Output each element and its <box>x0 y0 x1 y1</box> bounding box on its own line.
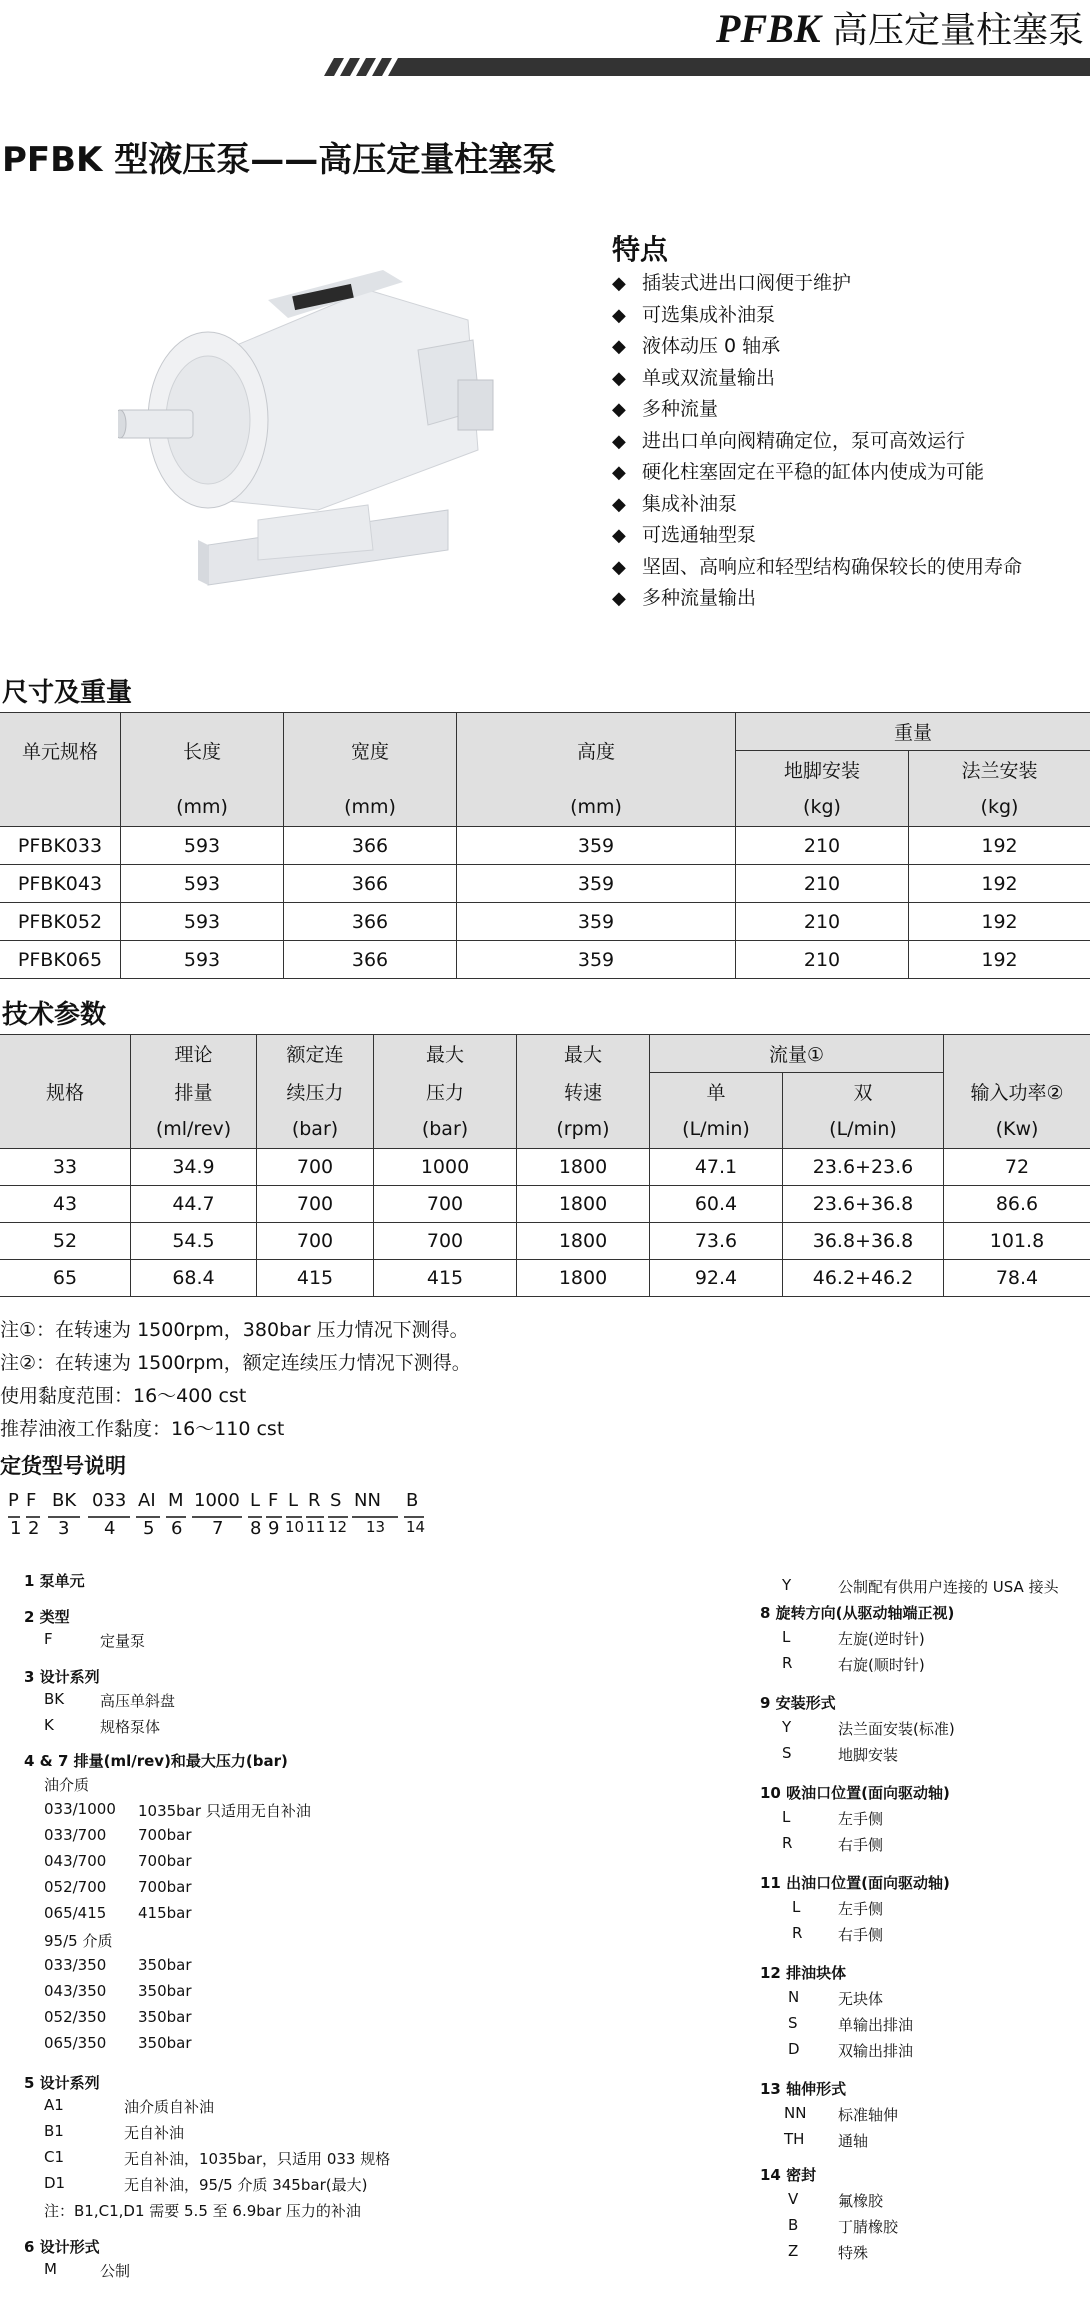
col-header-maxs: 转速 <box>517 1073 650 1111</box>
col-header-height: 高度 <box>457 713 736 789</box>
section-8: 8 旋转方向(从驱动轴端正视) <box>760 1604 955 1622</box>
cell: 36.8+36.8 <box>783 1223 944 1260</box>
section-10: 10 吸油口位置(面向驱动轴) <box>760 1784 950 1802</box>
code-num: 1 <box>10 1518 22 1539</box>
diamond-bullet-icon: ◆ <box>612 336 626 357</box>
section-3: 3 设计系列 <box>24 1668 100 1686</box>
feature-item: ◆ 可选通轴型泵 <box>612 524 757 546</box>
table-row <box>0 941 1090 979</box>
option-desc: 无自补油，95/5 介质 345bar(最大) <box>124 2176 368 2194</box>
option-desc: 单输出排油 <box>838 2016 914 2034</box>
col-header-width: 宽度 <box>284 713 457 789</box>
option-code: 033/350 <box>44 1956 107 1974</box>
pump-product-image <box>118 260 498 600</box>
option-code: R <box>782 1834 793 1852</box>
dimensions-table <box>0 712 1090 979</box>
section-11: 11 出油口位置(面向驱动轴) <box>760 1874 950 1892</box>
option-code: F <box>44 1630 53 1648</box>
col-header-power: 输入功率② <box>944 1073 1090 1111</box>
section-13: 13 轴伸形式 <box>760 2080 847 2098</box>
code-seg: 033 <box>92 1490 127 1511</box>
option-code: L <box>782 1628 791 1646</box>
code-seg: P <box>8 1490 19 1511</box>
option-desc: 法兰面安装(标准) <box>838 1720 955 1738</box>
option-desc: 右手侧 <box>838 1836 884 1854</box>
note-4: 推荐油液工作黏度：16～110 cst <box>0 1418 285 1440</box>
table-row <box>0 1260 1090 1297</box>
unit-empty-cell <box>0 789 121 827</box>
cell: 33 <box>0 1149 131 1186</box>
code-num: 13 <box>366 1518 386 1536</box>
code-seg: AI <box>138 1490 156 1511</box>
option-code: S <box>782 1744 792 1762</box>
option-desc: 无块体 <box>838 1990 884 2008</box>
cell: 68.4 <box>131 1260 257 1297</box>
options-left-column <box>24 1570 494 2290</box>
options-right-column-2 <box>760 2164 1090 2284</box>
col-header-disp: 理论 <box>131 1035 257 1073</box>
option-code: TH <box>784 2130 805 2148</box>
col-header-unit: 单元规格 <box>0 713 121 789</box>
code-num: 7 <box>212 1518 224 1539</box>
option-desc: 高压单斜盘 <box>100 1692 176 1710</box>
option-desc: 无自补油，1035bar，只适用 033 规格 <box>124 2150 391 2168</box>
option-code: N <box>788 1988 800 2006</box>
code-num: 4 <box>104 1518 116 1539</box>
unit-mm: (mm) <box>457 789 736 827</box>
code-num: 11 <box>306 1518 326 1536</box>
cell: 359 <box>457 865 736 903</box>
option-desc: 右旋(顺时针) <box>838 1656 925 1674</box>
cell: 92.4 <box>650 1260 783 1297</box>
cell: 210 <box>736 903 909 941</box>
cell: 1800 <box>517 1186 650 1223</box>
cell: 23.6+36.8 <box>783 1186 944 1223</box>
section-note: 注：B1,C1,D1 需要 5.5 至 6.9bar 压力的补油 <box>44 2202 361 2220</box>
option-code: NN <box>784 2104 807 2122</box>
diamond-bullet-icon: ◆ <box>612 304 626 326</box>
option-code: L <box>782 1808 791 1826</box>
cell: 415 <box>257 1260 374 1297</box>
col-header-flow: 流量① <box>650 1035 944 1073</box>
section-14: 14 密封 <box>760 2166 817 2184</box>
col-header-maxp: 压力 <box>374 1073 517 1111</box>
code-seg: L <box>250 1490 261 1511</box>
option-code: B <box>788 2216 799 2234</box>
option-desc: 油介质自补油 <box>124 2098 215 2116</box>
col-header-disp-unit: (ml/rev) <box>131 1111 257 1149</box>
cell: 44.7 <box>131 1186 257 1223</box>
option-code: L <box>792 1898 801 1916</box>
code-num: 10 <box>285 1518 305 1536</box>
diamond-bullet-icon: ◆ <box>612 525 626 546</box>
feature-item: ◆ 液体动压 0 轴承 <box>612 335 781 357</box>
col-header-spec: 规格 <box>0 1073 131 1111</box>
section-5: 5 设计系列 <box>24 2074 100 2092</box>
diamond-bullet-icon: ◆ <box>612 399 626 420</box>
cell: 192 <box>909 941 1090 979</box>
cell: 366 <box>284 827 457 865</box>
section-1: 1 泵单元 <box>24 1572 85 1590</box>
code-num: 3 <box>58 1518 70 1539</box>
cell: 101.8 <box>944 1223 1090 1260</box>
option-desc: 700bar <box>138 1878 192 1896</box>
col-header-foot: 地脚安装 <box>736 751 909 789</box>
cell: 210 <box>736 827 909 865</box>
cell: 47.1 <box>650 1149 783 1186</box>
option-desc: 415bar <box>138 1904 192 1922</box>
feature-item: ◆ 插装式进出口阀便于维护 <box>612 272 852 294</box>
option-desc: 丁腈橡胶 <box>838 2218 899 2236</box>
table-row <box>0 1149 1090 1186</box>
option-desc: 350bar <box>138 2034 192 2052</box>
cell: 78.4 <box>944 1260 1090 1297</box>
cell: 700 <box>257 1186 374 1223</box>
order-heading: 定货型号说明 <box>0 1454 126 1478</box>
option-desc: 右手侧 <box>838 1926 884 1944</box>
col-header-maxs: 最大 <box>517 1035 650 1073</box>
option-desc: 定量泵 <box>100 1632 146 1650</box>
code-num: 14 <box>406 1518 426 1536</box>
note-1: 注①：在转速为 1500rpm，380bar 压力情况下测得。 <box>0 1319 469 1341</box>
cell: 34.9 <box>131 1149 257 1186</box>
cell: PFBK033 <box>0 827 121 865</box>
col-header-length: 长度 <box>121 713 284 789</box>
table-row <box>0 1186 1090 1223</box>
option-code: 033/1000 <box>44 1800 116 1818</box>
code-num: 12 <box>328 1518 348 1536</box>
option-code: 065/415 <box>44 1904 107 1922</box>
option-code: R <box>792 1924 803 1942</box>
section-4-7: 4 & 7 排量(ml/rev)和最大压力(bar) <box>24 1752 288 1770</box>
option-code: D1 <box>44 2174 66 2192</box>
diamond-bullet-icon: ◆ <box>612 493 626 515</box>
cell: 593 <box>121 941 284 979</box>
cell: 65 <box>0 1260 131 1297</box>
option-desc: 规格泵体 <box>100 1718 161 1736</box>
option-code: 052/350 <box>44 2008 107 2026</box>
cell: 192 <box>909 865 1090 903</box>
table-row <box>0 1223 1090 1260</box>
feature-item: ◆ 进出口单向阀精确定位，泵可高效运行 <box>612 429 966 452</box>
unit-kg: (kg) <box>909 789 1090 827</box>
option-desc: 公制配有供用户连接的 USA 接头 <box>838 1578 1059 1596</box>
cell: 366 <box>284 903 457 941</box>
unit-mm: (mm) <box>121 789 284 827</box>
col-header-maxs-unit: (rpm) <box>517 1111 650 1149</box>
option-code: 043/350 <box>44 1982 107 2000</box>
cell: PFBK052 <box>0 903 121 941</box>
option-code: 033/700 <box>44 1826 107 1844</box>
header-model: PFBK <box>716 6 821 51</box>
subsection-label: 油介质 <box>44 1776 90 1794</box>
option-code: B1 <box>44 2122 64 2140</box>
cell: 700 <box>257 1149 374 1186</box>
code-seg: M <box>168 1490 184 1511</box>
option-desc: 350bar <box>138 2008 192 2026</box>
option-code: Y <box>782 1718 792 1736</box>
code-num: 9 <box>268 1518 280 1539</box>
spec-top-cell <box>0 1035 131 1073</box>
diamond-bullet-icon: ◆ <box>612 273 626 294</box>
code-seg: R <box>308 1490 321 1511</box>
cell: 593 <box>121 903 284 941</box>
col-header-single: 单 <box>650 1073 783 1111</box>
section-6: 6 设计形式 <box>24 2238 100 2256</box>
option-desc: 左手侧 <box>838 1810 884 1828</box>
cell: 192 <box>909 903 1090 941</box>
table-row <box>0 903 1090 941</box>
unit-mm: (mm) <box>284 789 457 827</box>
option-desc: 氟橡胶 <box>838 2192 884 2210</box>
feature-item: ◆ 单或双流量输出 <box>612 366 776 389</box>
cell: 1800 <box>517 1223 650 1260</box>
option-desc: 无自补油 <box>124 2124 185 2142</box>
col-header-disp: 排量 <box>131 1073 257 1111</box>
cell: 43 <box>0 1186 131 1223</box>
col-header-rated: 续压力 <box>257 1073 374 1111</box>
diamond-bullet-icon: ◆ <box>612 556 626 578</box>
subsection-label: 95/5 介质 <box>44 1932 113 1950</box>
cell: 366 <box>284 865 457 903</box>
spec-bottom-cell <box>0 1111 131 1149</box>
option-code: 052/700 <box>44 1878 107 1896</box>
cell: 1000 <box>374 1149 517 1186</box>
cell: 60.4 <box>650 1186 783 1223</box>
option-desc: 350bar <box>138 1956 192 1974</box>
option-desc: 特殊 <box>838 2244 869 2262</box>
cell: 23.6+23.6 <box>783 1149 944 1186</box>
code-seg: 1000 <box>194 1490 240 1511</box>
cell: 52 <box>0 1223 131 1260</box>
option-desc: 双输出排油 <box>838 2042 914 2060</box>
cell: 593 <box>121 827 284 865</box>
col-header-rated-unit: (bar) <box>257 1111 374 1149</box>
cell: 593 <box>121 865 284 903</box>
feature-item: ◆ 可选集成补油泵 <box>612 303 776 326</box>
cell: 192 <box>909 827 1090 865</box>
cell: 46.2+46.2 <box>783 1260 944 1297</box>
feature-item: ◆ 坚固、高响应和轻型结构确保较长的使用寿命 <box>612 555 1023 578</box>
unit-kg: (kg) <box>736 789 909 827</box>
option-code: A1 <box>44 2096 64 2114</box>
section-2: 2 类型 <box>24 1608 70 1626</box>
code-num: 8 <box>250 1518 262 1539</box>
col-header-power-unit: (Kw) <box>944 1111 1090 1149</box>
table-row <box>0 865 1090 903</box>
cell: PFBK043 <box>0 865 121 903</box>
cell: 700 <box>257 1223 374 1260</box>
code-seg: BK <box>52 1490 77 1511</box>
code-num: 2 <box>28 1518 40 1539</box>
col-header-double: 双 <box>783 1073 944 1111</box>
cell: 73.6 <box>650 1223 783 1260</box>
code-num: 6 <box>171 1518 183 1539</box>
cell: 210 <box>736 941 909 979</box>
option-code: C1 <box>44 2148 65 2166</box>
code-seg: F <box>26 1490 37 1511</box>
option-code: S <box>788 2014 798 2032</box>
feature-item: ◆ 多种流量 <box>612 398 719 420</box>
code-seg: S <box>330 1490 342 1511</box>
cell: 1800 <box>517 1149 650 1186</box>
option-code: R <box>782 1654 793 1672</box>
header-stripe-bar <box>0 56 1090 76</box>
page-title: PFBK 型液压泵——高压定量柱塞泵 <box>2 140 557 180</box>
cell: 359 <box>457 941 736 979</box>
code-num: 5 <box>143 1518 155 1539</box>
cell: 700 <box>374 1186 517 1223</box>
col-header-flange: 法兰安装 <box>909 751 1090 789</box>
code-seg: NN <box>354 1490 381 1511</box>
option-code: M <box>44 2260 57 2278</box>
option-code: 043/700 <box>44 1852 107 1870</box>
option-code: 065/350 <box>44 2034 107 2052</box>
cell: 700 <box>374 1223 517 1260</box>
section-12: 12 排油块体 <box>760 1964 847 1982</box>
option-desc: 350bar <box>138 1982 192 2000</box>
col-header-maxp: 最大 <box>374 1035 517 1073</box>
option-code: Y <box>782 1576 792 1594</box>
code-seg: B <box>406 1490 419 1511</box>
features-heading: 特点 <box>612 233 669 266</box>
option-desc: 通轴 <box>838 2132 869 2150</box>
cell: 54.5 <box>131 1223 257 1260</box>
option-code: K <box>44 1716 54 1734</box>
note-2: 注②：在转速为 1500rpm，额定连续压力情况下测得。 <box>0 1352 471 1374</box>
tech-heading: 技术参数 <box>2 1000 107 1030</box>
features-list <box>612 268 1022 615</box>
cell: 86.6 <box>944 1186 1090 1223</box>
cell: 210 <box>736 865 909 903</box>
diamond-bullet-icon: ◆ <box>612 588 626 609</box>
note-3: 使用黏度范围：16～400 cst <box>0 1385 247 1407</box>
cell: 1800 <box>517 1260 650 1297</box>
option-code: D <box>788 2040 800 2058</box>
options-right-column <box>760 1576 1090 2176</box>
col-header-weight: 重量 <box>736 713 1090 751</box>
option-desc: 700bar <box>138 1826 192 1844</box>
option-code: V <box>788 2190 799 2208</box>
feature-item: ◆ 集成补油泵 <box>612 492 738 515</box>
feature-item: ◆ 硬化柱塞固定在平稳的缸体内使成为可能 <box>612 461 985 483</box>
col-header-maxp-unit: (bar) <box>374 1111 517 1149</box>
option-desc: 地脚安装 <box>838 1746 899 1764</box>
section-9: 9 安装形式 <box>760 1694 836 1712</box>
cell: 359 <box>457 903 736 941</box>
option-desc: 公制 <box>100 2262 131 2280</box>
diamond-bullet-icon: ◆ <box>612 367 626 389</box>
diamond-bullet-icon: ◆ <box>612 430 626 452</box>
cell: 359 <box>457 827 736 865</box>
option-code: BK <box>44 1690 65 1708</box>
cell: PFBK065 <box>0 941 121 979</box>
col-header-single-unit: (L/min) <box>650 1111 783 1149</box>
option-code: Z <box>788 2242 799 2260</box>
option-desc: 标准轴伸 <box>838 2106 899 2124</box>
code-seg: F <box>268 1490 279 1511</box>
col-header-double-unit: (L/min) <box>783 1111 944 1149</box>
feature-item: ◆ 多种流量输出 <box>612 587 757 609</box>
cell: 72 <box>944 1149 1090 1186</box>
option-desc: 左手侧 <box>838 1900 884 1918</box>
table-row <box>0 827 1090 865</box>
cell: 366 <box>284 941 457 979</box>
cell: 415 <box>374 1260 517 1297</box>
code-seg: L <box>288 1490 299 1511</box>
diamond-bullet-icon: ◆ <box>612 462 626 483</box>
tech-table <box>0 1034 1090 1297</box>
option-desc: 1035bar 只适用无自补油 <box>138 1802 311 1820</box>
col-header-rated: 额定连 <box>257 1035 374 1073</box>
option-desc: 700bar <box>138 1852 192 1870</box>
header-subtitle: 高压定量柱塞泵 <box>831 10 1084 51</box>
power-top-cell <box>944 1035 1090 1073</box>
dimensions-heading: 尺寸及重量 <box>2 678 133 708</box>
option-desc: 左旋(逆时针) <box>838 1630 925 1648</box>
header-title <box>716 2 1084 53</box>
